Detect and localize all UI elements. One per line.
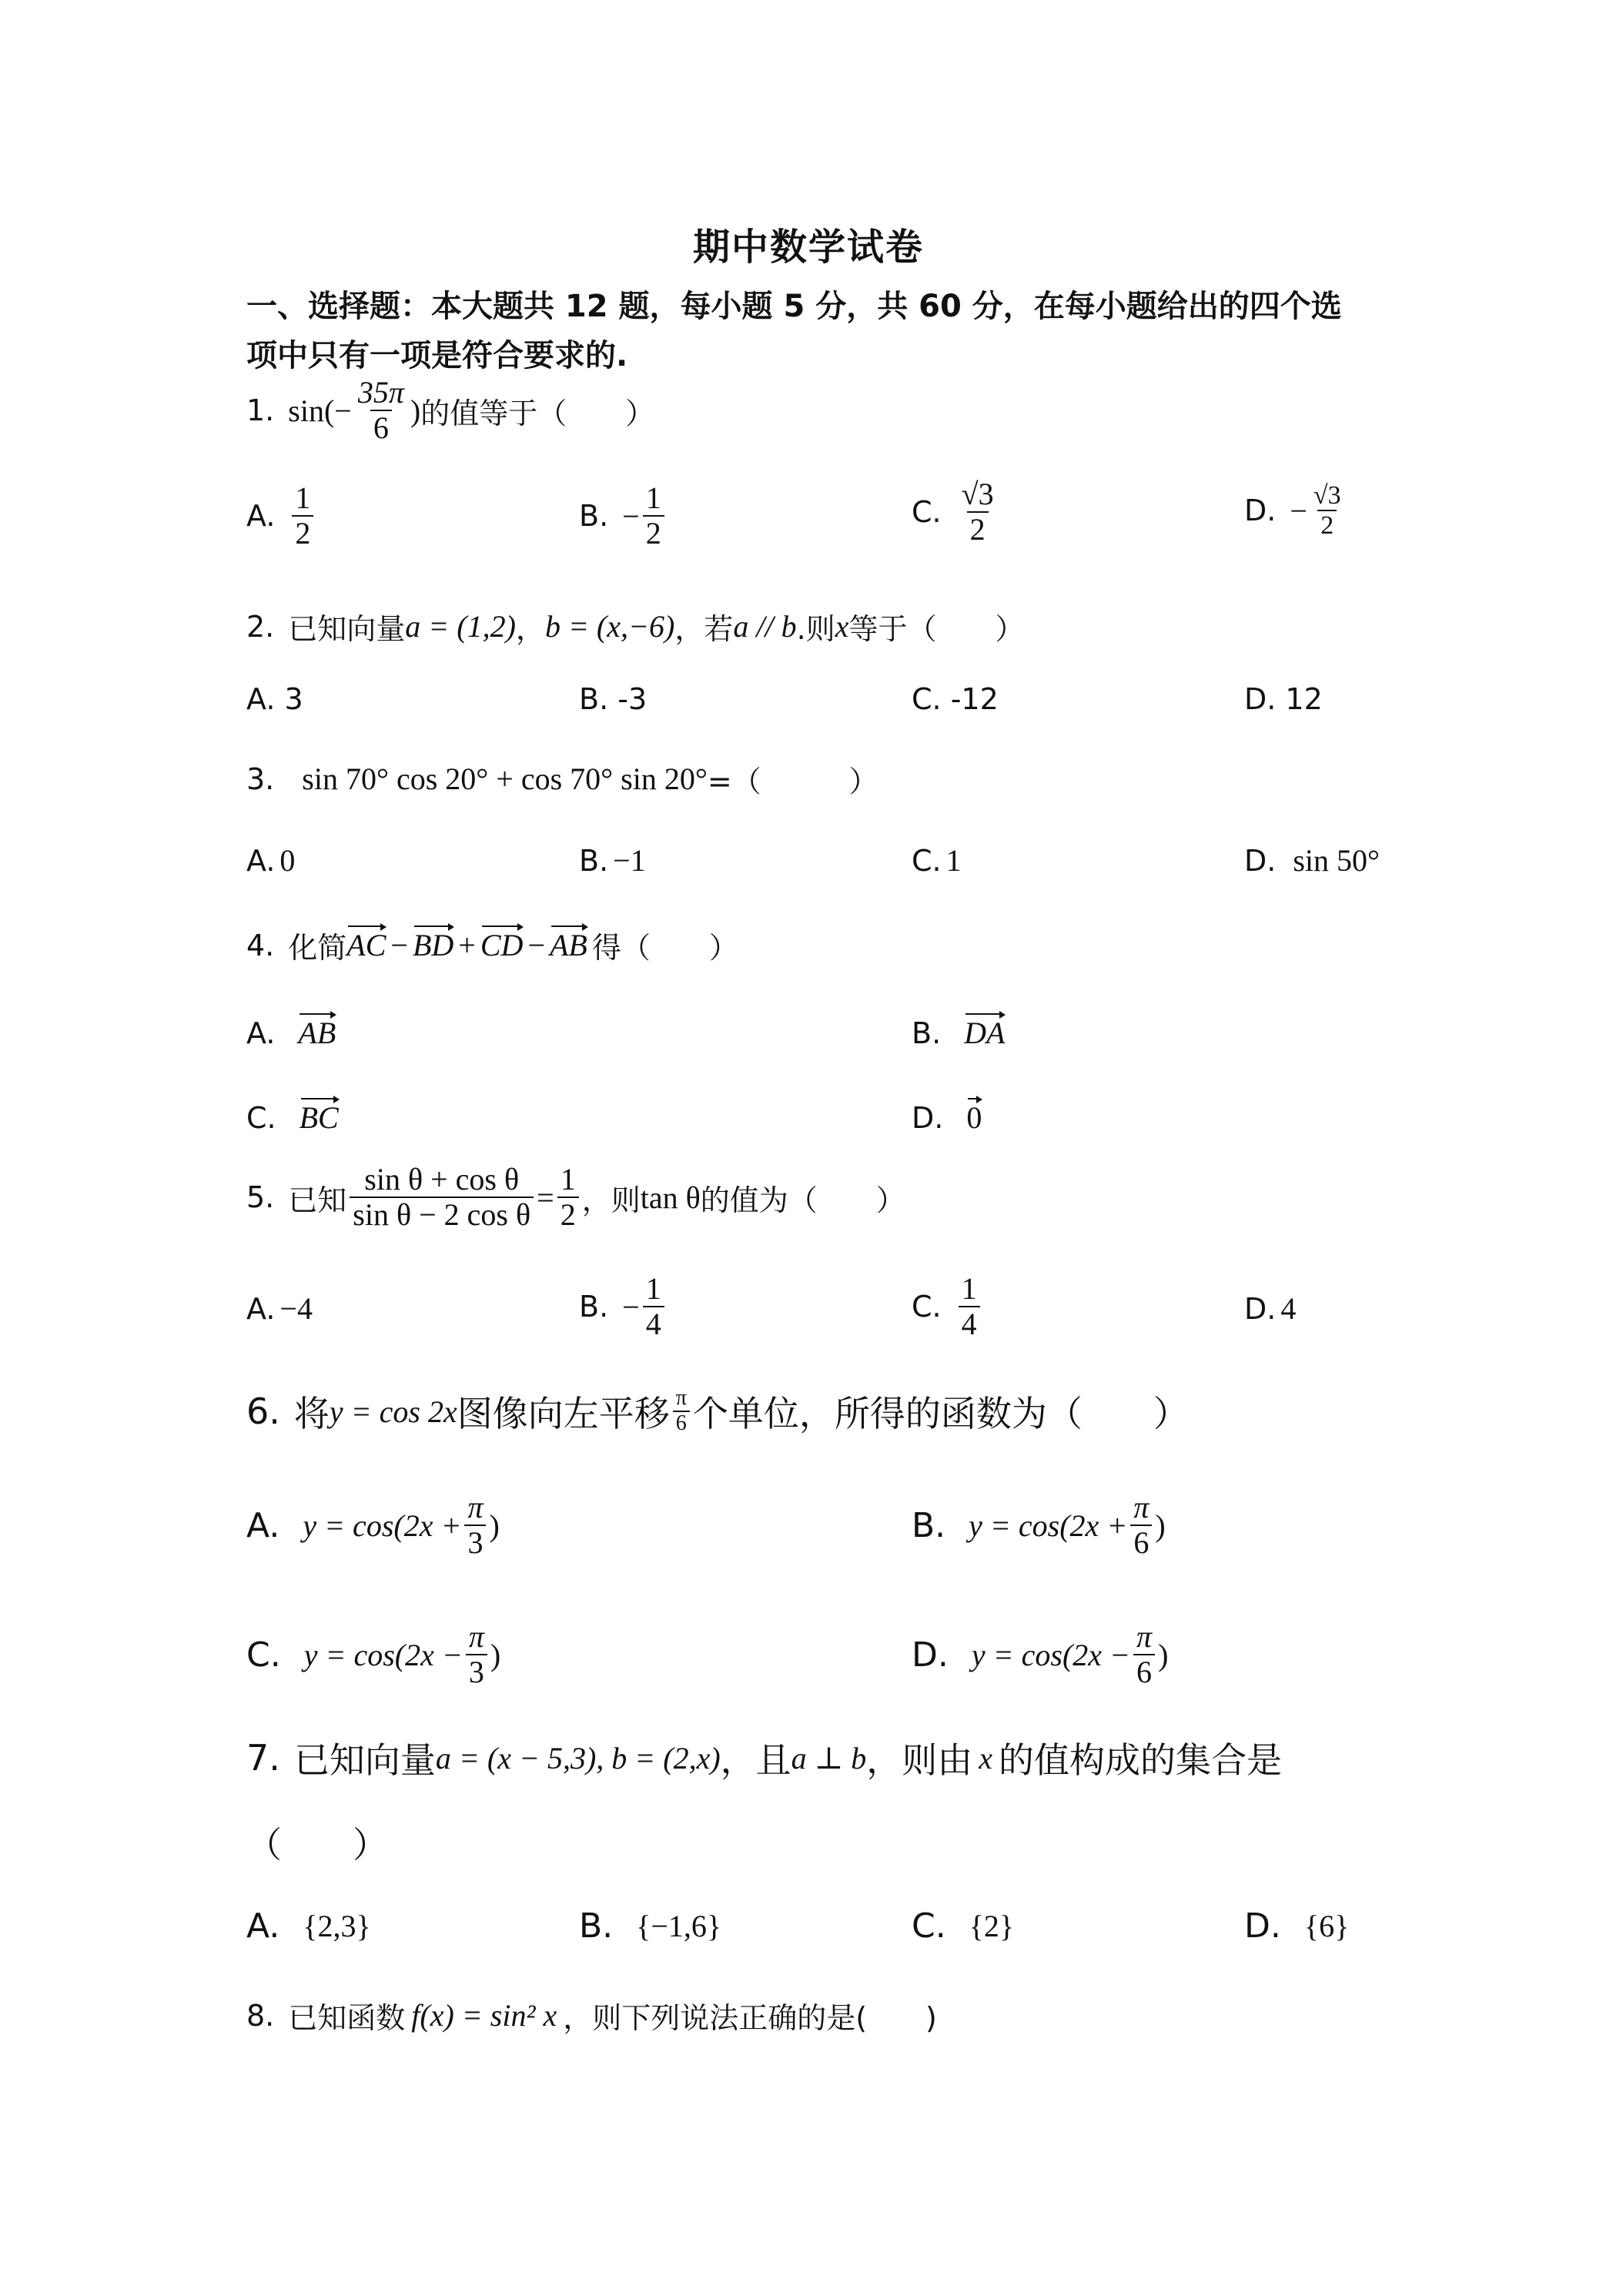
question-7 [246, 1732, 1282, 1783]
question-7-blank: （ ） [246, 1824, 388, 1866]
option-a[interactable] [246, 1906, 371, 1946]
question-number: 8. [246, 1998, 275, 2033]
option-a[interactable] [246, 1290, 313, 1327]
math-expr: y = cos(2x − [303, 1637, 463, 1672]
math-expr: a // b [733, 609, 797, 644]
fraction [1130, 1491, 1152, 1560]
option-label: C. [912, 495, 942, 529]
option-d[interactable] [912, 1620, 1168, 1689]
math-expr: ) [1155, 1508, 1166, 1543]
option-label: D. [1244, 1906, 1281, 1946]
option-value: {2,3} [303, 1909, 371, 1943]
math-expr: sin(− [288, 393, 352, 428]
section-heading-line2: 项中只有一项是符合要求的. [246, 338, 628, 373]
option-value: BC [299, 1100, 339, 1135]
math-expr: ) [1158, 1637, 1169, 1672]
option-d[interactable]: D. 12 [1244, 682, 1323, 716]
question-text: 个单位，所得的函数为（ ） [692, 1393, 1189, 1434]
question-text: 化简 [288, 931, 347, 965]
option-a[interactable] [246, 1015, 336, 1051]
fraction-numerator: π [1133, 1490, 1149, 1525]
fraction-denominator: 2 [1317, 510, 1337, 540]
option-c[interactable] [912, 1272, 983, 1341]
math-op: − [390, 928, 408, 962]
fraction-denominator: 6 [673, 1411, 690, 1436]
fraction-denominator: 3 [466, 1654, 487, 1689]
math-expr: ) [490, 1637, 501, 1672]
option-b[interactable]: B. -3 [579, 682, 648, 716]
fraction-numerator: π [467, 1490, 484, 1525]
fraction-numerator: 1 [560, 1162, 576, 1197]
question-text: 已知向量 [293, 1739, 436, 1781]
option-label: B. [912, 1505, 946, 1545]
question-text: ，则 [581, 1183, 641, 1217]
fraction-numerator: π [1136, 1619, 1153, 1654]
question-2 [246, 605, 1024, 648]
math-expr: ) [410, 393, 421, 428]
option-b[interactable] [912, 1491, 1166, 1560]
option-b[interactable] [579, 1272, 668, 1341]
fraction [673, 1387, 690, 1436]
math-expr: tan θ [640, 1180, 701, 1215]
fraction-numerator: 1 [961, 1271, 977, 1306]
fraction [355, 376, 407, 445]
option-label: A. [246, 1505, 280, 1545]
option-value: −1 [613, 843, 646, 878]
question-text: ，则下列说法正确的是( ) [563, 2001, 937, 2035]
option-label: D. [1244, 494, 1277, 528]
question-text: 的值等于（ ） [420, 396, 655, 430]
fraction [464, 1491, 486, 1560]
option-c[interactable] [246, 1099, 339, 1136]
fraction [557, 1163, 579, 1232]
fraction [643, 481, 664, 551]
question-text: 的值为（ ） [700, 1183, 905, 1217]
fraction-denominator: 4 [959, 1306, 980, 1341]
math-op: = [537, 1180, 554, 1215]
option-label: C. [912, 1906, 946, 1946]
question-text: 将 [293, 1393, 330, 1434]
fraction-numerator: 1 [645, 1271, 661, 1306]
option-d[interactable] [912, 1099, 982, 1136]
fraction-denominator: 2 [967, 511, 989, 547]
question-number: 2. [246, 609, 275, 644]
math-expr: sin 70° cos 20° + cos 70° sin 20° [302, 761, 708, 796]
fraction [466, 1620, 487, 1689]
option-label: B. [912, 1016, 942, 1050]
fraction [350, 1163, 534, 1232]
option-label: D. [912, 1635, 949, 1675]
option-a[interactable]: A. 3 [246, 682, 303, 716]
option-c[interactable] [246, 1620, 500, 1689]
fraction [959, 1272, 980, 1341]
question-number: 4. [246, 928, 275, 962]
option-value: 0 [279, 843, 296, 878]
question-text: ，则由 [866, 1739, 973, 1781]
option-label: B. [579, 1290, 609, 1324]
option-value: −4 [279, 1291, 313, 1326]
question-number: 5. [246, 1180, 275, 1214]
option-label: C. [912, 1290, 942, 1324]
fraction-denominator: 2 [643, 515, 664, 551]
option-value: 1 [945, 843, 962, 878]
option-value: sin 50° [1293, 843, 1380, 878]
option-label: D. [1244, 1291, 1277, 1326]
math-expr: x [979, 1740, 993, 1776]
question-text: 等于（ ） [848, 612, 1025, 646]
option-value: {6} [1303, 1909, 1350, 1943]
option-label: C. [246, 1635, 281, 1675]
option-value: DA [964, 1016, 1006, 1050]
option-value: 4 [1280, 1291, 1297, 1326]
question-number: 7. [246, 1737, 280, 1779]
math-expr: f(x) = sin² x [411, 1998, 557, 2033]
question-number: 6. [246, 1391, 280, 1432]
math-expr: b = (x,−6) [544, 609, 675, 644]
option-d[interactable] [1244, 1906, 1349, 1946]
question-4 [246, 924, 738, 966]
option-b[interactable] [579, 842, 646, 879]
question-3 [246, 758, 878, 800]
question-text: 图像向左平移 [457, 1393, 670, 1434]
option-label: A. [246, 1016, 276, 1050]
math-expr: y = cos(2x − [971, 1637, 1131, 1672]
question-1 [246, 376, 654, 445]
math-op: + [458, 928, 476, 962]
option-label: A. [246, 1291, 276, 1326]
fraction-numerator: 1 [295, 480, 311, 515]
option-c[interactable] [912, 1906, 1014, 1946]
option-label: B. [579, 1906, 614, 1946]
option-value: 0 [966, 1100, 982, 1135]
question-text: ，且 [720, 1739, 791, 1781]
fraction [1310, 481, 1344, 541]
fraction-denominator: 3 [464, 1525, 486, 1560]
math-expr: a = (1,2) [405, 609, 516, 644]
fraction-denominator: 2 [557, 1197, 579, 1232]
question-6 [246, 1386, 1189, 1437]
vector: BD [412, 928, 454, 962]
math-expr: ) [489, 1508, 500, 1543]
option-label: B. [579, 499, 609, 533]
fraction-denominator: 6 [1133, 1654, 1155, 1689]
option-c[interactable] [912, 842, 962, 879]
section-heading [246, 285, 1342, 377]
option-label: D. [1244, 843, 1277, 878]
question-number: 3. [246, 761, 275, 796]
math-sign: − [622, 498, 640, 534]
math-expr: y = cos 2x [329, 1394, 457, 1429]
fraction-denominator: 2 [292, 515, 313, 551]
option-b[interactable] [579, 1906, 721, 1946]
question-text: 已知向量 [288, 612, 406, 646]
option-d[interactable] [1244, 1290, 1296, 1327]
math-op: − [527, 928, 545, 962]
question-text: 得（ ） [591, 931, 738, 965]
option-c[interactable] [912, 477, 1000, 547]
question-5 [246, 1163, 905, 1232]
question-text: 已知函数 [288, 2001, 406, 2035]
math-sign: − [622, 1289, 640, 1324]
option-a[interactable] [246, 842, 295, 879]
option-b[interactable] [579, 481, 668, 551]
option-d[interactable] [1244, 481, 1347, 541]
math-expr: a ⊥ b [791, 1740, 867, 1776]
question-text: =（ ） [707, 765, 878, 798]
math-expr: a = (x − 5,3), b = (2,x) [435, 1740, 721, 1776]
question-text: .则 [796, 612, 835, 646]
vector: AB [550, 928, 587, 962]
fraction [959, 477, 997, 547]
question-number: 1. [246, 393, 275, 427]
option-label: A. [246, 499, 276, 533]
fraction-numerator: sin θ + cos θ [364, 1162, 520, 1197]
option-label: C. [246, 1100, 276, 1135]
option-a[interactable] [246, 1491, 500, 1560]
math-expr: y = cos(2x + [303, 1508, 462, 1543]
option-a[interactable] [246, 481, 316, 551]
fraction-numerator: √3 [961, 477, 994, 511]
fraction [643, 1272, 664, 1341]
fraction-denominator: sin θ − 2 cos θ [350, 1197, 534, 1232]
vector: CD [480, 928, 524, 962]
fraction-numerator: √3 [1313, 481, 1341, 510]
option-label: B. [579, 843, 609, 878]
page-title: 期中数学试卷 [693, 226, 925, 269]
option-c[interactable]: C. -12 [912, 682, 999, 716]
section-heading-line1: 一、选择题：本大题共 12 题，每小题 5 分，共 60 分，在每小题给出的四个选 [246, 289, 1342, 324]
option-label: A. [246, 1906, 280, 1946]
fraction-denominator: 6 [1130, 1525, 1152, 1560]
question-text: 的值构成的集合是 [999, 1739, 1283, 1781]
fraction-numerator: π [675, 1386, 687, 1411]
option-value: AB [298, 1016, 336, 1050]
fraction-numerator: π [468, 1619, 484, 1654]
option-d[interactable] [1244, 842, 1380, 879]
math-expr: x [835, 609, 849, 644]
fraction-denominator: 4 [643, 1306, 664, 1341]
fraction-numerator: 35π [357, 375, 404, 410]
math-sign: − [1290, 493, 1307, 528]
fraction-numerator: 1 [645, 480, 661, 515]
question-text: ，若 [674, 612, 734, 646]
math-expr: y = cos(2x + [969, 1508, 1128, 1543]
option-label: A. [246, 843, 276, 878]
question-text: 已知 [288, 1183, 347, 1217]
option-label: D. [912, 1100, 944, 1135]
fraction [1133, 1620, 1155, 1689]
fraction [292, 481, 313, 551]
question-8 [246, 1994, 937, 2037]
vector: AC [346, 928, 387, 962]
option-label: C. [912, 843, 942, 878]
option-value: {−1,6} [636, 1909, 722, 1943]
fraction-denominator: 6 [370, 410, 392, 445]
question-text: ， [515, 612, 545, 646]
option-value: {2} [969, 1909, 1015, 1943]
option-b[interactable] [912, 1015, 1005, 1051]
